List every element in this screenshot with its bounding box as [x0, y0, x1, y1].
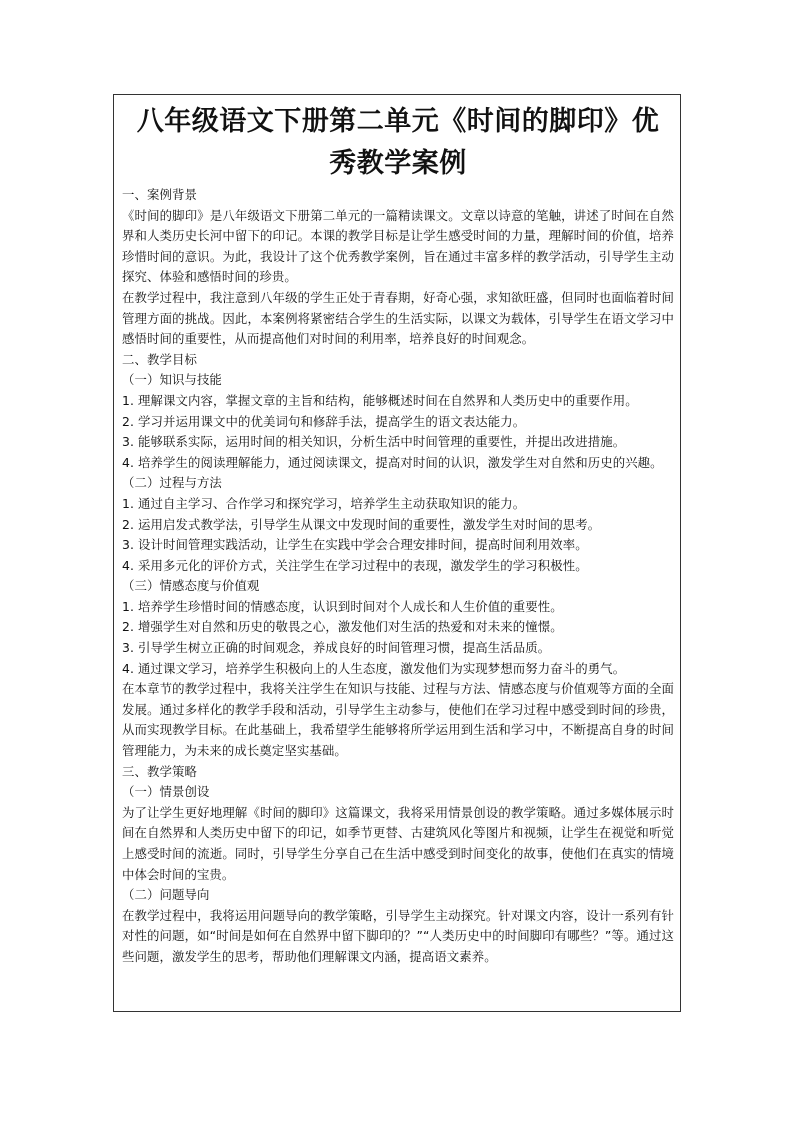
- section-heading: 二、教学目标: [122, 351, 197, 367]
- list-item: 3. 引导学生树立正确的时间观念，养成良好的时间管理习惯，提高生活品质。: [122, 640, 551, 656]
- document-frame: [113, 94, 681, 1012]
- paragraph: 为了让学生更好地理解《时间的脚印》这篇课文，我将采用情景创设的教学策略。通过多媒体展示时间在自然界和人类历史中留下的印记，如季节更替、古建筑风化等图片和视频，让学生在视觉和听觉上感受时间的流逝。同时，引导学生分享自己在生活中感受到时间变化的故事，使他们在真实的情境中体会时间的宝贵。: [122, 804, 674, 882]
- list-item: 2. 增强学生对自然和历史的敬畏之心，激发他们对生活的热爱和对未来的憧憬。: [122, 619, 563, 635]
- subsection-heading: （二）过程与方法: [122, 475, 222, 491]
- list-item: 1. 通过自主学习、合作学习和探究学习，培养学生主动获取知识的能力。: [122, 495, 526, 511]
- list-item: 2. 运用启发式教学法，引导学生从课文中发现时间的重要性，激发学生对时间的思考。: [122, 516, 601, 532]
- subsection-heading: （一）情景创设: [122, 784, 210, 800]
- document-title: [122, 101, 674, 185]
- title-line-2: 秀教学案例: [329, 148, 467, 179]
- list-item: 2. 学习并运用课文中的优美词句和修辞手法，提高学生的语文表达能力。: [122, 413, 526, 429]
- paragraph: 在本章节的教学过程中，我将关注学生在知识与技能、过程与方法、情感态度与价值观等方面的全面发展。通过多样化的教学手段和活动，引导学生主动参与，使他们在学习过程中感受到时间的珍贵，从而实现教学目标。在此基础上，我希望学生能够将所学运用到生活和学习中，不断提高自身的时间管理能力，为未来的成长奠定坚实基础。: [122, 681, 674, 759]
- list-item: 4. 通过课文学习，培养学生积极向上的人生态度，激发他们为实现梦想而努力奋斗的勇气。: [122, 660, 626, 676]
- list-item: 3. 能够联系实际，运用时间的相关知识，分析生活中时间管理的重要性，并提出改进措施。: [122, 434, 626, 450]
- subsection-heading: （三）情感态度与价值观: [122, 578, 260, 594]
- document-body: [122, 185, 674, 968]
- title-line-1: 八年级语文下册第二单元《时间的脚印》优: [136, 106, 660, 137]
- paragraph: 在教学过程中，我将运用问题导向的教学策略，引导学生主动探究。针对课文内容，设计一系列有针对性的问题，如“时间是如何在自然界中留下脚印的？”“人类历史中的时间脚印有哪些？”等。通过这些问题，激发学生的思考，帮助他们理解课文内涵，提高语文素养。: [122, 907, 674, 964]
- list-item: 1. 培养学生珍惜时间的情感态度，认识到时间对个人成长和人生价值的重要性。: [122, 598, 563, 614]
- list-item: 1. 理解课文内容，掌握文章的主旨和结构，能够概述时间在自然界和人类历史中的重要作用。: [122, 392, 638, 408]
- list-item: 4. 培养学生的阅读理解能力，通过阅读课文，提高对时间的认识，激发学生对自然和历史的兴趣。: [122, 454, 663, 470]
- list-item: 4. 采用多元化的评价方式，关注学生在学习过程中的表现，激发学生的学习积极性。: [122, 557, 588, 573]
- section-heading: 三、教学策略: [122, 763, 197, 779]
- paragraph: 在教学过程中，我注意到八年级的学生正处于青春期，好奇心强，求知欲旺盛，但同时也面临着时间管理方面的挑战。因此，本案例将紧密结合学生的生活实际，以课文为载体，引导学生在语文学习中感悟时间的重要性，从而提高他们对时间的利用率，培养良好的时间观念。: [122, 289, 674, 347]
- list-item: 3. 设计时间管理实践活动，让学生在实践中学会合理安排时间，提高时间利用效率。: [122, 537, 588, 553]
- paragraph: 《时间的脚印》是八年级语文下册第二单元的一篇精读课文。文章以诗意的笔触，讲述了时间在自然界和人类历史长河中留下的印记。本课的教学目标是让学生感受时间的力量，理解时间的价值，培养珍惜时间的意识。为此，我设计了这个优秀教学案例，旨在通过丰富多样的教学活动，引导学生主动探究、体验和感悟时间的珍贵。: [122, 207, 674, 285]
- subsection-heading: （一）知识与技能: [122, 372, 222, 388]
- subsection-heading: （二）问题导向: [122, 887, 210, 903]
- section-heading: 一、案例背景: [122, 187, 197, 202]
